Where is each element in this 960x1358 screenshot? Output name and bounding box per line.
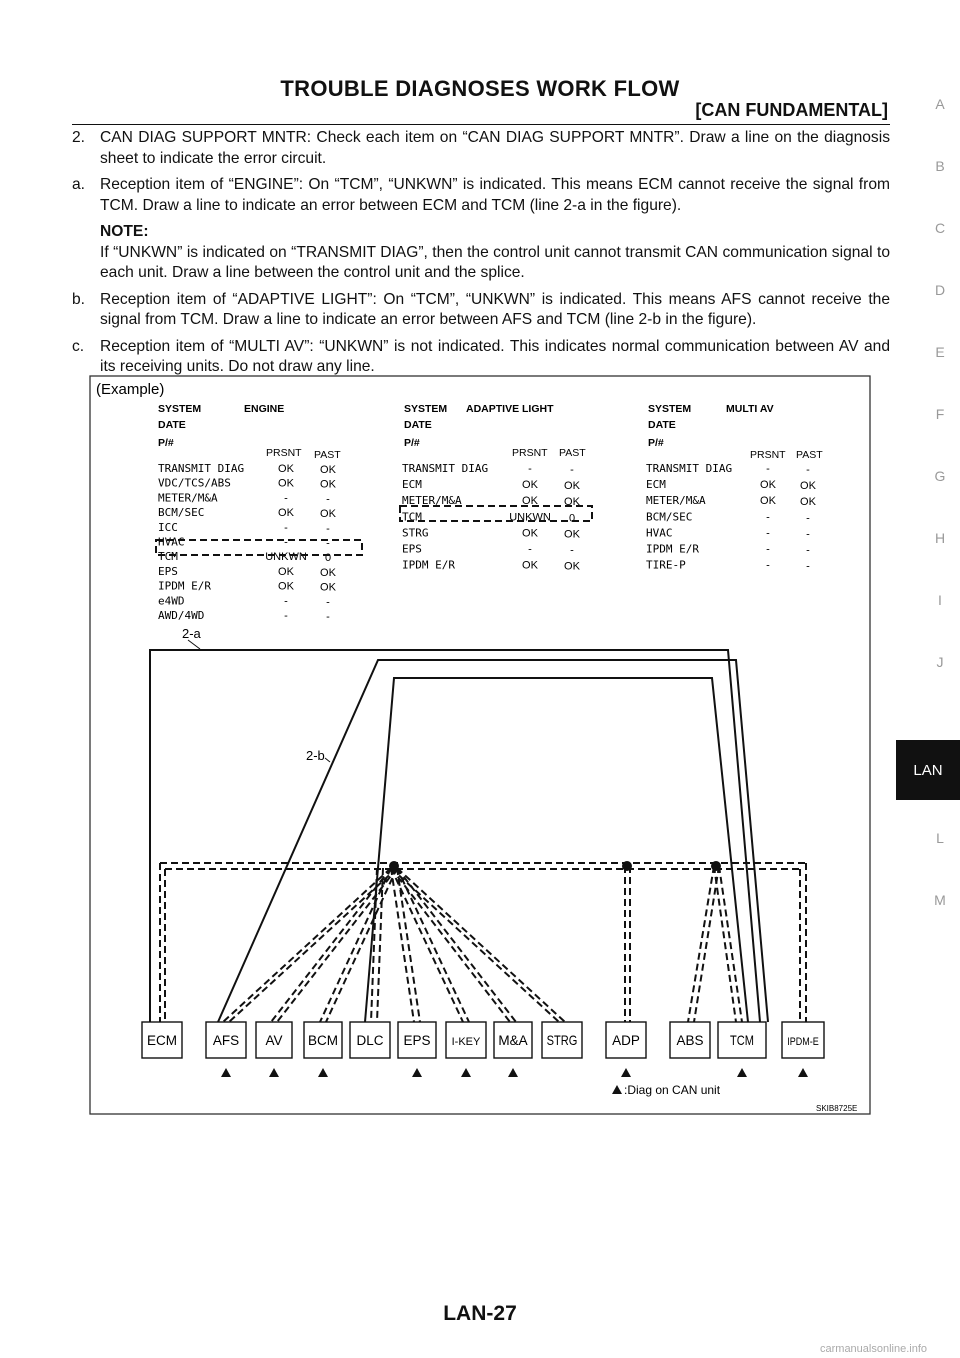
engine-p-label: P/# <box>158 437 174 449</box>
engine-rows <box>158 462 337 623</box>
engine-row-prsnt: - <box>284 610 288 622</box>
step-2-text: CAN DIAG SUPPORT MNTR: Check each item on “CAN DIAG SUPPORT MNTR”. Draw a line on the diagnosis sheet to indicate the error circuit. <box>100 129 890 167</box>
index-B[interactable]: B <box>935 158 945 174</box>
step-c-marker: c. <box>72 337 85 355</box>
index-I[interactable]: I <box>938 592 942 608</box>
multiav-row-past: OK <box>800 496 816 509</box>
label-2b: 2-b <box>306 748 325 763</box>
unit-label: DLC <box>356 1033 384 1048</box>
engine-prsnt-header: PRSNT <box>266 447 302 459</box>
bus-abs-drop-a <box>688 866 714 1022</box>
engine-row-past: OK <box>320 508 336 521</box>
adaptive-prsnt-header: PRSNT <box>512 447 548 459</box>
engine-row-prsnt: OK <box>278 565 294 578</box>
adaptive-row-past: 0 <box>568 512 576 525</box>
engine-row-past: - <box>326 596 330 609</box>
engine-row-prsnt: UNKWN <box>265 551 307 564</box>
adaptive-row-name: IPDM E/R <box>402 558 455 572</box>
engine-row-name: TCM <box>158 550 178 564</box>
multiav-date-label: DATE <box>648 419 676 431</box>
diag-marker-icon <box>412 1068 422 1077</box>
index-E[interactable]: E <box>935 344 945 360</box>
diag-marker-icon <box>621 1068 631 1077</box>
step-2-marker: 2. <box>72 129 86 146</box>
adaptive-row-prsnt: - <box>528 543 532 556</box>
index-C[interactable]: C <box>934 220 946 236</box>
fan-line <box>397 868 565 1022</box>
multiav-row-name: ECM <box>646 478 666 492</box>
step-b-text: Reception item of “ADAPTIVE LIGHT”: On “TCM”, “UNKWN” is indicated. This means AFS cannot receive the signal from TCM. Draw a line to indicate an error between AFS and TCM (line 2-b in the figure). <box>100 290 890 328</box>
engine-row-name: ICC <box>158 520 178 534</box>
multiav-row-past: - <box>806 528 810 541</box>
adaptive-row-past: - <box>570 464 574 476</box>
screen-engine <box>158 403 341 623</box>
multiav-row-name: BCM/SEC <box>646 510 693 524</box>
index-M[interactable]: M <box>934 892 946 908</box>
engine-row-prsnt: OK <box>278 477 294 490</box>
screen-multi-av <box>646 403 823 573</box>
multiav-row-past: - <box>806 512 810 525</box>
splice-abs <box>711 861 721 871</box>
engine-row-prsnt: - <box>284 536 288 549</box>
adaptive-row-name: TCM <box>402 510 422 524</box>
adaptive-row-prsnt: OK <box>522 527 538 540</box>
engine-system-name: ENGINE <box>244 403 285 415</box>
unit-label: IPDM-E <box>787 1036 819 1049</box>
multiav-row-prsnt: OK <box>760 495 776 508</box>
engine-row-name: IPDM E/R <box>158 579 211 593</box>
unit-label: AFS <box>212 1033 240 1048</box>
unit-label: M&A <box>498 1033 528 1048</box>
splice-adp <box>622 861 632 871</box>
adaptive-row-name: ECM <box>402 478 422 492</box>
engine-row-prsnt: - <box>284 521 288 534</box>
engine-row-past: - <box>326 493 330 506</box>
unit-label: ABS <box>676 1033 704 1048</box>
engine-past-header: PAST <box>314 449 341 461</box>
section-title: [CAN FUNDAMENTAL] <box>695 100 888 120</box>
multiav-system-name: MULTI AV <box>726 403 774 415</box>
adaptive-date-label: DATE <box>404 419 432 431</box>
figure-code: SKIB8725E <box>816 1104 858 1113</box>
bus-abs-drop-b <box>694 866 719 1022</box>
adaptive-row-prsnt: OK <box>522 559 538 572</box>
index-tab-lan[interactable]: LAN <box>896 740 960 800</box>
can-bus <box>160 863 806 1022</box>
multiav-row-name: TIRE-P <box>646 558 686 572</box>
engine-row-past: OK <box>320 464 336 476</box>
unit-label: I-KEY <box>451 1036 481 1048</box>
engine-row-past: - <box>326 537 330 550</box>
engine-row-past: - <box>326 522 330 535</box>
line-2b <box>218 660 768 1022</box>
label-2a: 2-a <box>182 626 201 641</box>
index-H[interactable]: H <box>934 530 946 546</box>
diag-markers <box>221 1068 808 1077</box>
index-G[interactable]: G <box>934 468 946 484</box>
adaptive-tcm-highlight <box>400 506 592 524</box>
adaptive-row-past: OK <box>564 528 580 541</box>
adaptive-row-past: - <box>570 544 574 557</box>
step-b-marker: b. <box>72 290 86 308</box>
engine-row-name: VDC/TCS/ABS <box>158 476 231 490</box>
multiav-row-past: OK <box>800 480 816 493</box>
adaptive-row-past: OK <box>564 496 580 509</box>
index-A[interactable]: A <box>935 96 945 112</box>
index-L[interactable]: L <box>936 830 944 846</box>
adaptive-row-prsnt: - <box>528 463 532 475</box>
engine-row-name: TRANSMIT DIAG <box>158 462 245 475</box>
example-label: (Example) <box>96 381 165 398</box>
adaptive-row-name: TRANSMIT DIAG <box>402 462 489 475</box>
diag-marker-icon <box>737 1068 747 1077</box>
multiav-row-name: IPDM E/R <box>646 542 699 556</box>
unit-label: EPS <box>403 1033 431 1048</box>
multiav-row-prsnt: - <box>766 543 770 556</box>
unit-label: ADP <box>612 1033 640 1048</box>
multiav-row-prsnt: - <box>766 559 770 572</box>
engine-row-name: AWD/4WD <box>158 609 205 622</box>
unit-label: AV <box>265 1033 283 1048</box>
engine-tcm-highlight <box>156 537 362 555</box>
diag-marker-icon <box>269 1068 279 1077</box>
diag-marker-icon <box>221 1068 231 1077</box>
adaptive-system-name: ADAPTIVE LIGHT <box>466 403 554 415</box>
adaptive-row-name: METER/M&A <box>402 494 462 508</box>
multiav-row-prsnt: - <box>766 527 770 540</box>
diag-marker-icon <box>461 1068 471 1077</box>
multiav-row-name: METER/M&A <box>646 494 706 508</box>
engine-row-name: EPS <box>158 564 178 578</box>
step-a-marker: a. <box>72 176 86 193</box>
adaptive-past-header: PAST <box>559 447 586 459</box>
line-splice-tcm <box>365 678 748 1022</box>
engine-row-past: OK <box>320 566 336 579</box>
engine-row-past: 0 <box>324 552 332 565</box>
legend-diag-icon <box>612 1085 622 1094</box>
fan-line <box>223 868 391 1022</box>
adaptive-row-prsnt: OK <box>522 479 538 492</box>
engine-system-label: SYSTEM <box>158 403 202 415</box>
note-label: NOTE: <box>100 223 149 240</box>
line-2a <box>150 650 760 1022</box>
diag-marker-icon <box>318 1068 328 1077</box>
adaptive-rows <box>402 462 581 573</box>
bus-tcm-drop-b <box>719 866 742 1022</box>
note-text: If “UNKWN” is indicated on “TRANSMIT DIAG”, then the control unit cannot transmit CAN communication signal to each unit. Draw a line between the control unit and the splice. <box>100 243 890 281</box>
index-D[interactable]: D <box>934 282 946 298</box>
engine-row-prsnt: OK <box>278 463 294 475</box>
engine-row-name: BCM/SEC <box>158 506 205 520</box>
screen-adaptive-light <box>402 403 586 573</box>
page-number: LAN-27 <box>443 1302 517 1325</box>
multiav-rows <box>646 462 817 573</box>
multiav-prsnt-header: PRSNT <box>750 449 786 461</box>
step-a-text: Reception item of “ENGINE”: On “TCM”, “UNKWN” is indicated. This means ECM cannot receive the signal from TCM. Draw a line to indicate an error between ECM and TCM (line 2-a in the figure). <box>100 176 890 214</box>
engine-row-prsnt: - <box>284 595 288 608</box>
multiav-past-header: PAST <box>796 449 823 461</box>
index-J[interactable]: J <box>936 654 944 670</box>
unit-label: BCM <box>308 1033 338 1048</box>
engine-row-prsnt: OK <box>278 580 294 593</box>
watermark: carmanualsonline.info <box>820 1343 928 1355</box>
engine-row-past: OK <box>320 581 336 594</box>
step-c-text: Reception item of “MULTI AV”: “UNKWN” is not indicated. This indicates normal communication between AV and its receiving units. Do not draw any line. <box>100 337 890 375</box>
multiav-row-past: - <box>806 560 810 573</box>
multiav-row-prsnt: OK <box>760 479 776 492</box>
unit-label: ECM <box>147 1033 177 1048</box>
engine-row-prsnt: OK <box>278 507 294 520</box>
index-F[interactable]: F <box>935 406 945 422</box>
engine-row-name: HVAC <box>158 535 185 549</box>
adaptive-p-label: P/# <box>404 437 420 449</box>
leader-2b <box>325 758 330 762</box>
multiav-system-label: SYSTEM <box>648 403 692 415</box>
adaptive-row-name: STRG <box>402 526 429 540</box>
multiav-row-past: - <box>806 464 810 476</box>
engine-date-label: DATE <box>158 419 186 431</box>
unit-label: TCM <box>730 1032 754 1049</box>
bus-tcm-drop-a <box>714 866 736 1022</box>
splice-main <box>389 861 399 871</box>
engine-row-prsnt: - <box>284 492 288 505</box>
control-units <box>142 1022 824 1058</box>
engine-row-past: - <box>326 611 330 623</box>
diag-marker-icon <box>508 1068 518 1077</box>
adaptive-row-prsnt: OK <box>522 495 538 508</box>
engine-row-name: e4WD <box>158 594 185 608</box>
multiav-row-name: HVAC <box>646 526 673 540</box>
multiav-p-label: P/# <box>648 437 664 449</box>
page-title: TROUBLE DIAGNOSES WORK FLOW <box>280 76 680 101</box>
multiav-row-prsnt: - <box>766 463 770 475</box>
diag-marker-icon <box>798 1068 808 1077</box>
multiav-row-prsnt: - <box>766 511 770 524</box>
fan-line <box>326 868 397 1022</box>
engine-row-past: OK <box>320 478 336 491</box>
splice-fan <box>223 868 565 1022</box>
multiav-row-name: TRANSMIT DIAG <box>646 462 733 475</box>
legend-text: :Diag on CAN unit <box>624 1083 721 1097</box>
multiav-row-past: - <box>806 544 810 557</box>
leader-2a <box>188 640 200 649</box>
adaptive-row-prsnt: UNKWN <box>509 511 551 524</box>
adaptive-system-label: SYSTEM <box>404 403 448 415</box>
adaptive-row-past: OK <box>564 560 580 573</box>
adaptive-row-name: EPS <box>402 542 422 556</box>
unit-label: STRG <box>546 1032 578 1049</box>
adaptive-row-past: OK <box>564 480 580 493</box>
engine-row-name: METER/M&A <box>158 491 218 505</box>
